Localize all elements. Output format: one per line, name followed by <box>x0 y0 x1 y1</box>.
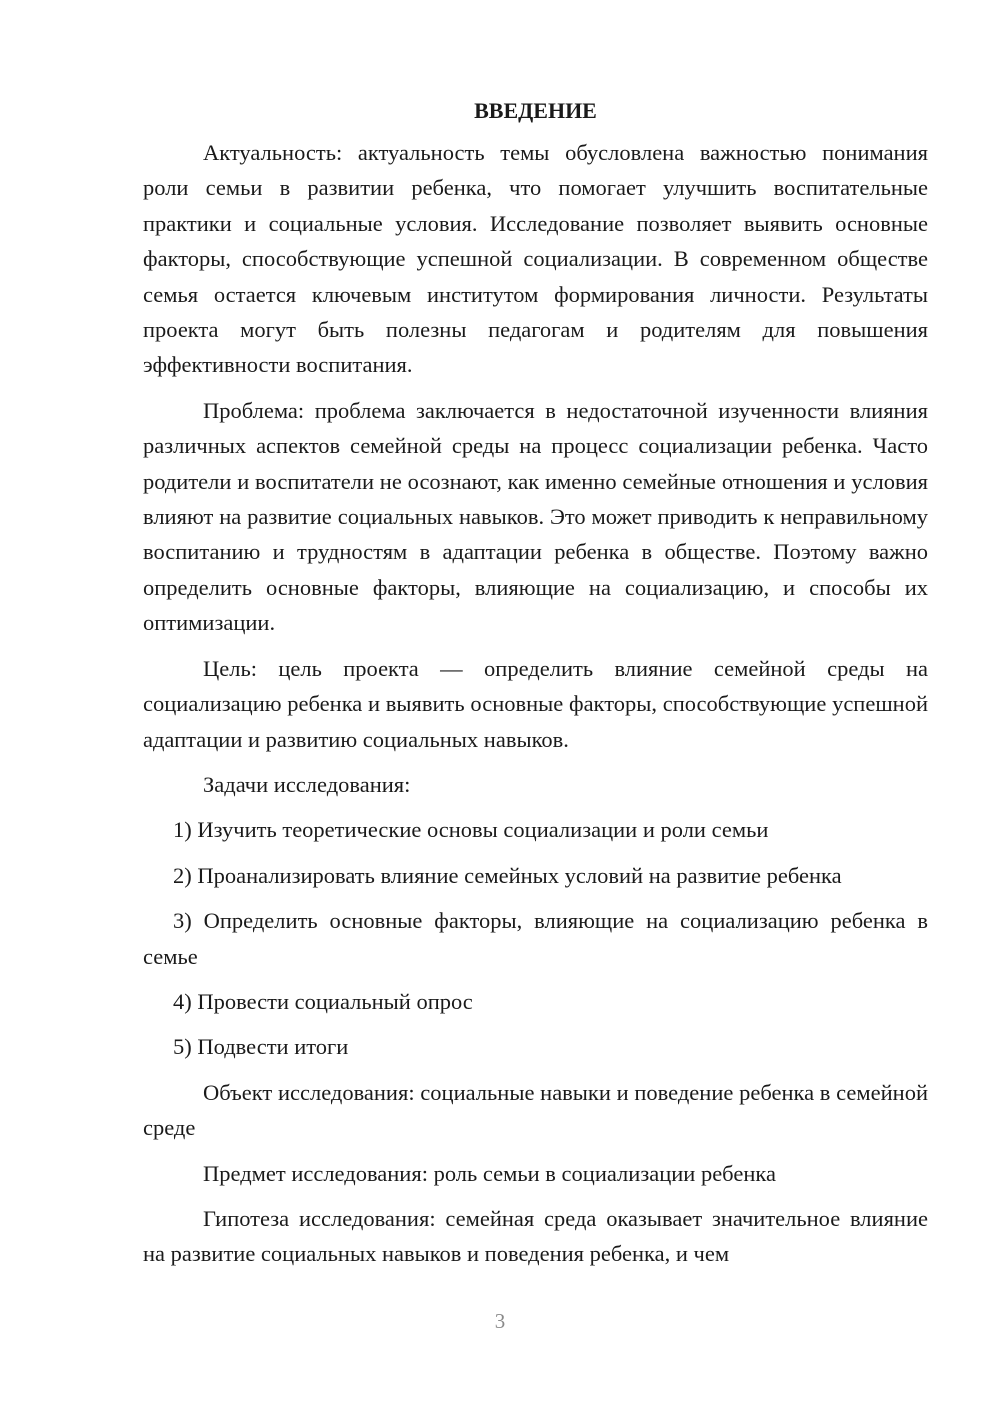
task-item-4: 4) Провести социальный опрос <box>173 988 473 1014</box>
section-title: ВВЕДЕНИЕ <box>474 98 597 123</box>
task-item-2: 2) Проанализировать влияние семейных условий на развитие ребенка <box>173 862 842 888</box>
page-number: 3 <box>494 1309 506 1333</box>
paragraph-hypothesis: Гипотеза исследования: семейная среда оказывает значительное влияние на развитие социальных навыков и поведения ребенка, и чем <box>143 1205 928 1267</box>
paragraph-problem: Проблема: проблема заключается в недостаточной изученности влияния различных аспектов семейной среды на процесс социализации ребенка. Часто родители и воспитатели не осознают, как именно семейные отношения и условия влияют на развитие социальных навыков. Это может приводить к неправильному воспитанию и трудностям в адаптации ребенка в обществе. Поэтому важно определить основные факторы, влияющие на социализацию, и способы их оптимизации. <box>143 397 928 636</box>
paragraph-tasks-heading: Задачи исследования: <box>203 771 411 797</box>
paragraph-relevance: Актуальность: актуальность темы обусловлена важностью понимания роли семьи в развитии ребенка, что помогает улучшить воспитательные практики и социальные условия. Исследование позволяет выявить основные факторы, способствующие успешной социализации. В современном обществе семья остается ключевым институтом формирования личности. Результаты проекта могут быть полезны педагогам и родителям для повышения эффективности воспитания. <box>143 140 928 378</box>
paragraph-object: Объект исследования: социальные навыки и поведение ребенка в семейной среде <box>143 1079 928 1141</box>
paragraph-subject: Предмет исследования: роль семьи в социализации ребенка <box>203 1160 776 1186</box>
task-item-3: 3) Определить основные факторы, влияющие на социализацию ребенка в семье <box>143 908 928 969</box>
page-content <box>143 93 928 1272</box>
task-item-1: 1) Изучить теоретические основы социализации и роли семьи <box>173 817 769 843</box>
paragraph-goal: Цель: цель проекта — определить влияние семейной среды на социализацию ребенка и выявить основные факторы, способствующие успешной адаптации и развитию социальных навыков. <box>143 655 928 752</box>
task-item-5: 5) Подвести итоги <box>173 1034 349 1060</box>
